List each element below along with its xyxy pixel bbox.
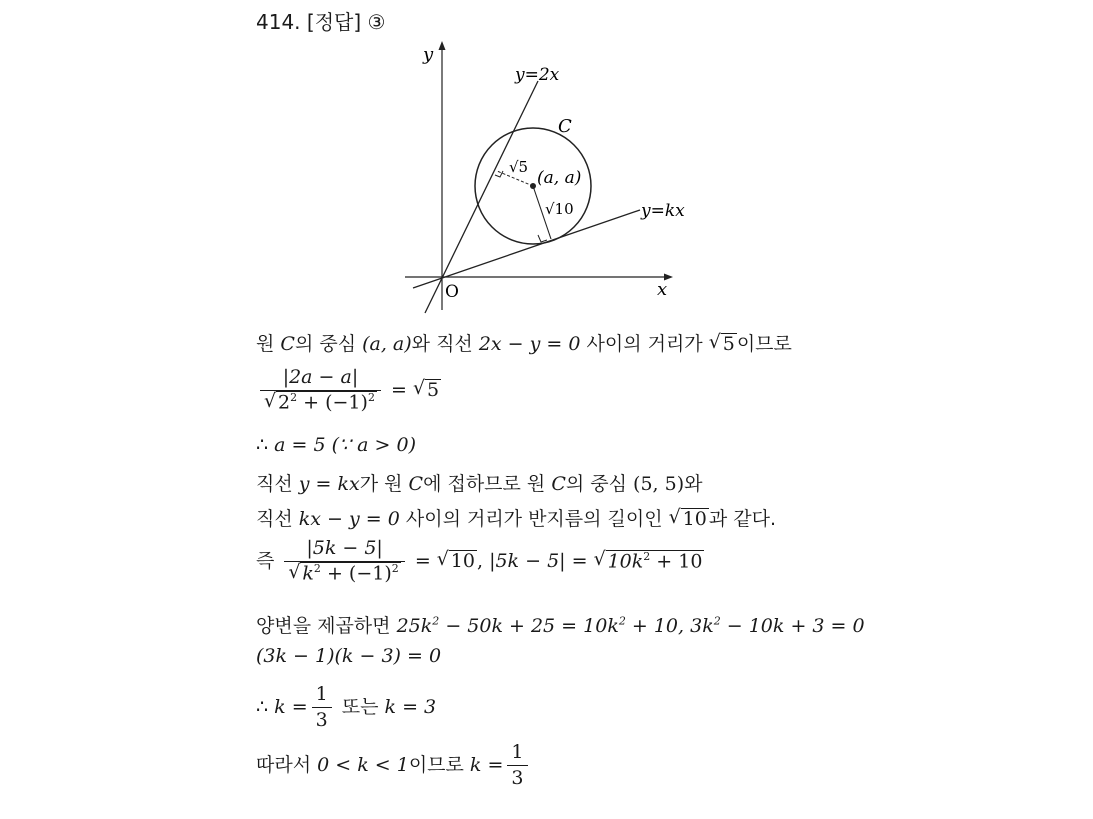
label-origin: O [445,282,459,302]
problem-heading: 414. [정답] ③ [256,10,386,34]
geometry-figure [395,38,715,323]
label-line-kx: y=kx [641,201,685,221]
label-y-axis: y [423,44,434,65]
solution-line-1: 원 C의 중심 (a, a)와 직선 2x − y = 0 사이의 거리가 √ 5 이므로 [256,329,792,356]
label-line-2x: y=2x [515,65,560,85]
solution-line-5: 직선 kx − y = 0 사이의 거리가 반지름의 길이인 √ 10 과 같다. [256,504,776,531]
solution-line-10: 따라서 0 < k < 1이므로 k = $\frac{1}{3}$ [256,741,532,791]
solution-line-4: 직선 y = kx가 원 C에 접하므로 원 C의 중심 (5, 5)와 [256,473,703,495]
distance-fraction: |2a − a| √ $2^2 + (-1)^2$ [260,366,381,416]
solution-line-9: ∴ k = $\frac{1}{3}$ 또는 k = 3 [256,683,437,731]
label-center: (a, a) [537,168,582,188]
label-radius-sqrt5: √5 [509,158,529,176]
label-x-axis: x [657,279,668,300]
solution-line-3: ∴ a = 5 (∵ a > 0) [256,434,416,456]
label-radius-sqrt10: √10 [545,200,574,218]
right-angle-mark-2 [538,235,547,242]
solution-line-7: 양변을 제곱하면 $25k^2 - 50k + 25 = 10k^2 + 10$, $3k^2 - 10k + 3 = 0$ [256,614,865,637]
label-circle-c: C [558,116,572,137]
solution-line-6: 즉 |5k − 5| √ $k^2 + (-1)^2$ = √ 10 , |5k − 5| = √ $10k^2 + 10$ [256,537,704,587]
solution-line-2: |2a − a| √ $2^2 + (-1)^2$ = √ 5 [256,366,441,416]
solution-line-8: (3k − 1)(k − 3) = 0 [256,645,442,667]
line-y-kx [413,210,640,288]
y-axis-arrow [439,41,446,50]
sqrt-5: √ 5 [709,333,737,356]
